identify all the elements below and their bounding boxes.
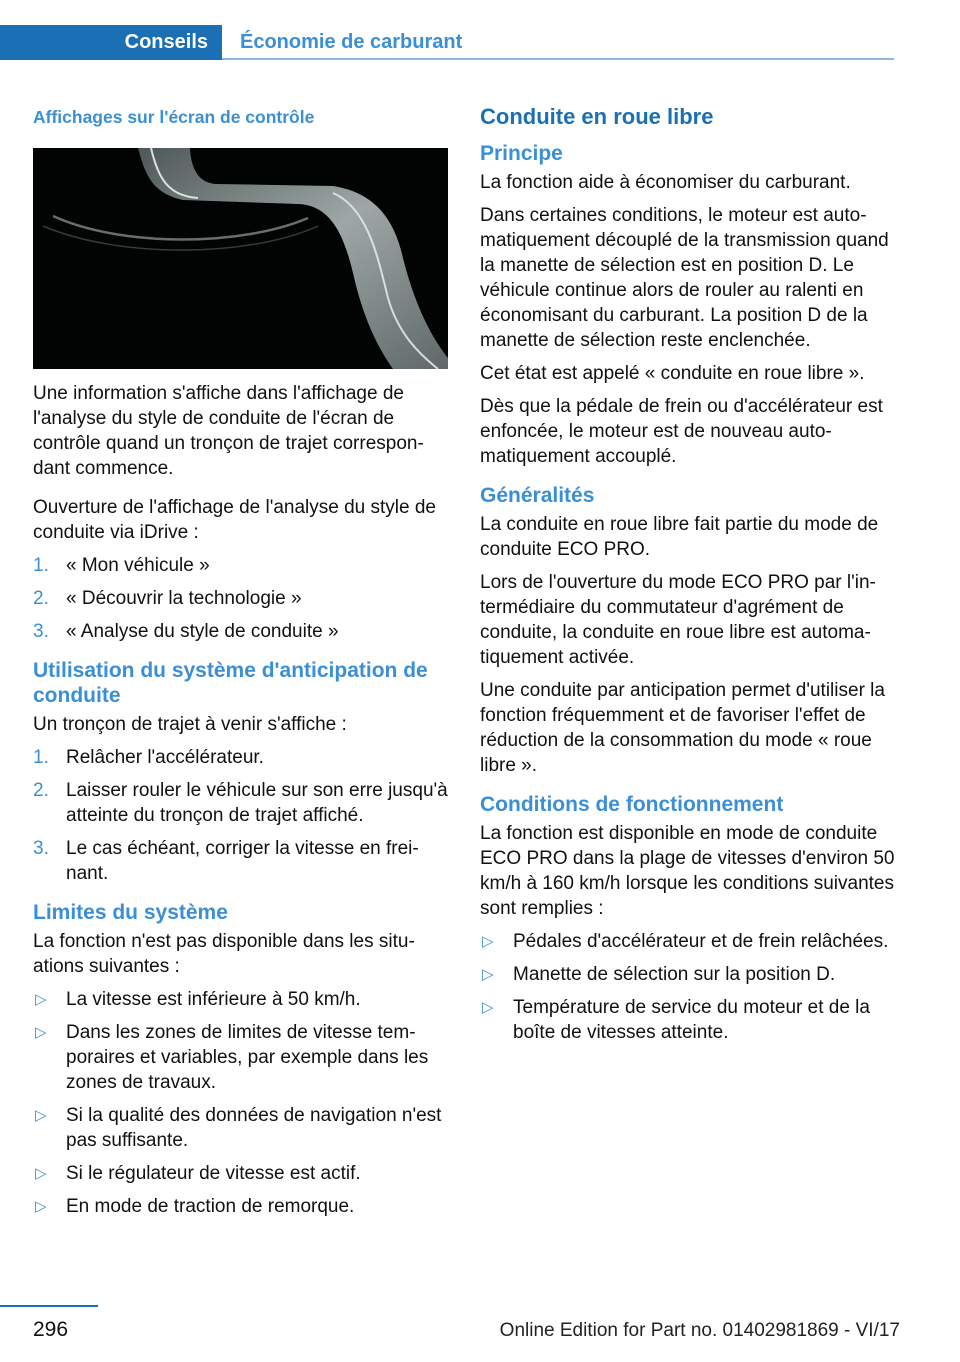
list-item: [33, 553, 448, 578]
paragraph: La conduite en roue libre fait partie du mode de conduite ECO PRO.: [480, 514, 879, 560]
list-text: La vitesse est inférieure à 50 km/h.: [66, 989, 361, 1010]
left-column: [33, 100, 448, 1227]
triangle-bullet-icon: ▷: [482, 933, 494, 950]
tab-economie-carburant[interactable]: Économie de carburant: [240, 31, 463, 53]
list-text: Pédales d'accélérateur et de frein relâchées.: [513, 931, 889, 952]
triangle-bullet-icon: ▷: [35, 1198, 47, 1215]
paragraph: La fonction n'est pas disponible dans les situations suivantes :: [33, 931, 415, 977]
list-text: Température de service du moteur et de la boîte de vitesses atteinte.: [513, 997, 870, 1043]
list-text: Si la qualité des données de navigation n'est pas suffisante.: [66, 1105, 442, 1151]
list-text: Manette de sélection sur la position D.: [513, 964, 836, 985]
page-number: 296: [33, 1318, 69, 1341]
list-item: [33, 745, 448, 770]
section-heading: Limites du système: [33, 901, 228, 924]
page-header: [0, 25, 894, 60]
list-text: Relâcher l'accélérateur.: [66, 747, 264, 768]
list-item: [33, 1161, 448, 1186]
list-text: « Mon véhicule »: [66, 555, 210, 576]
triangle-bullet-icon: ▷: [35, 991, 47, 1008]
list-number: 2.: [33, 780, 49, 801]
list-text: « Analyse du style de conduite »: [66, 621, 339, 642]
usage-steps-list: [33, 745, 448, 886]
list-number: 3.: [33, 621, 49, 642]
limits-list: [33, 987, 448, 1219]
right-column: [480, 100, 900, 1053]
list-item: [33, 586, 448, 611]
paragraph: Cet état est appelé « conduite en roue libre ».: [480, 363, 865, 384]
section-heading: Généralités: [480, 484, 595, 507]
list-number: 1.: [33, 747, 49, 768]
triangle-bullet-icon: ▷: [35, 1165, 47, 1182]
list-item: [33, 1194, 448, 1219]
list-number: 1.: [33, 555, 49, 576]
list-text: Si le régulateur de vitesse est actif.: [66, 1163, 361, 1184]
paragraph: Une conduite par anticipation permet d'utiliser la fonction fréquemment et de favoriser l'effet de réduction de la consommation du mode « roue libre ».: [480, 680, 885, 776]
paragraph: Une information s'affiche dans l'affichage de l'analyse du style de conduite de l'écran de contrôle quand un tronçon de trajet correspondant commence.: [33, 383, 424, 479]
list-item: [33, 836, 448, 886]
list-item: [33, 619, 448, 644]
section-heading: Conditions de fonctionnement: [480, 793, 784, 816]
list-text: Laisser rouler le véhicule sur son erre jusqu'à atteinte du tronçon de trajet affiché.: [66, 780, 448, 826]
road-display-image: [33, 148, 448, 369]
list-text: Dans les zones de limites de vitesse temporaires et variables, par exemple dans les zones de travaux.: [66, 1022, 429, 1093]
list-text: En mode de traction de remorque.: [66, 1196, 355, 1217]
section-heading: Utilisation du système d'anticipation de conduite: [33, 659, 428, 707]
edition-note: Online Edition for Part no. 01402981869 - VI/17: [499, 1320, 900, 1341]
list-number: 2.: [33, 588, 49, 609]
section-title: Conduite en roue libre: [480, 104, 714, 129]
list-text: « Découvrir la technologie »: [66, 588, 302, 609]
paragraph: Lors de l'ouverture du mode ECO PRO par l'intermédiaire du commutateur d'agrément de conduite, la conduite en roue libre est automatiquement activée.: [480, 572, 876, 668]
triangle-bullet-icon: ▷: [482, 966, 494, 983]
paragraph: Un tronçon de trajet à venir s'affiche :: [33, 714, 347, 735]
list-text: Le cas échéant, corriger la vitesse en freinant.: [66, 838, 419, 884]
list-item: [480, 929, 900, 954]
triangle-bullet-icon: ▷: [35, 1024, 47, 1041]
list-item: [480, 995, 900, 1045]
paragraph: Dès que la pédale de frein ou d'accélérateur est enfoncée, le moteur est de nouveau automatiquement accouplé.: [480, 396, 883, 467]
paragraph: Ouverture de l'affichage de l'analyse du style de conduite via iDrive :: [33, 497, 436, 543]
list-item: [33, 1020, 448, 1095]
footer-divider: [0, 1305, 98, 1307]
list-item: [33, 987, 448, 1012]
paragraph: La fonction aide à économiser du carburant.: [480, 172, 851, 193]
triangle-bullet-icon: ▷: [35, 1107, 47, 1124]
list-item: [33, 1103, 448, 1153]
tab-conseils[interactable]: Conseils: [0, 25, 222, 60]
conditions-list: [480, 929, 900, 1045]
list-item: [33, 778, 448, 828]
triangle-bullet-icon: ▷: [482, 999, 494, 1016]
paragraph: Dans certaines conditions, le moteur est automatiquement découplé de la transmission quand la manette de sélection est en position D. Le véhicule continue alors de rouler au ralenti en économisant du carburant. La position D de la manette de sélection reste enclenchée.: [480, 205, 889, 351]
section-heading: Principe: [480, 142, 563, 165]
image-caption-heading: Affichages sur l'écran de contrôle: [33, 107, 315, 127]
paragraph: La fonction est disponible en mode de conduite ECO PRO dans la plage de vitesses d'environ 50 km/h à 160 km/h lorsque les conditions suivantes sont remplies :: [480, 823, 895, 919]
header-divider: [222, 58, 894, 60]
idrive-steps-list: [33, 553, 448, 644]
list-number: 3.: [33, 838, 49, 859]
list-item: [480, 962, 900, 987]
